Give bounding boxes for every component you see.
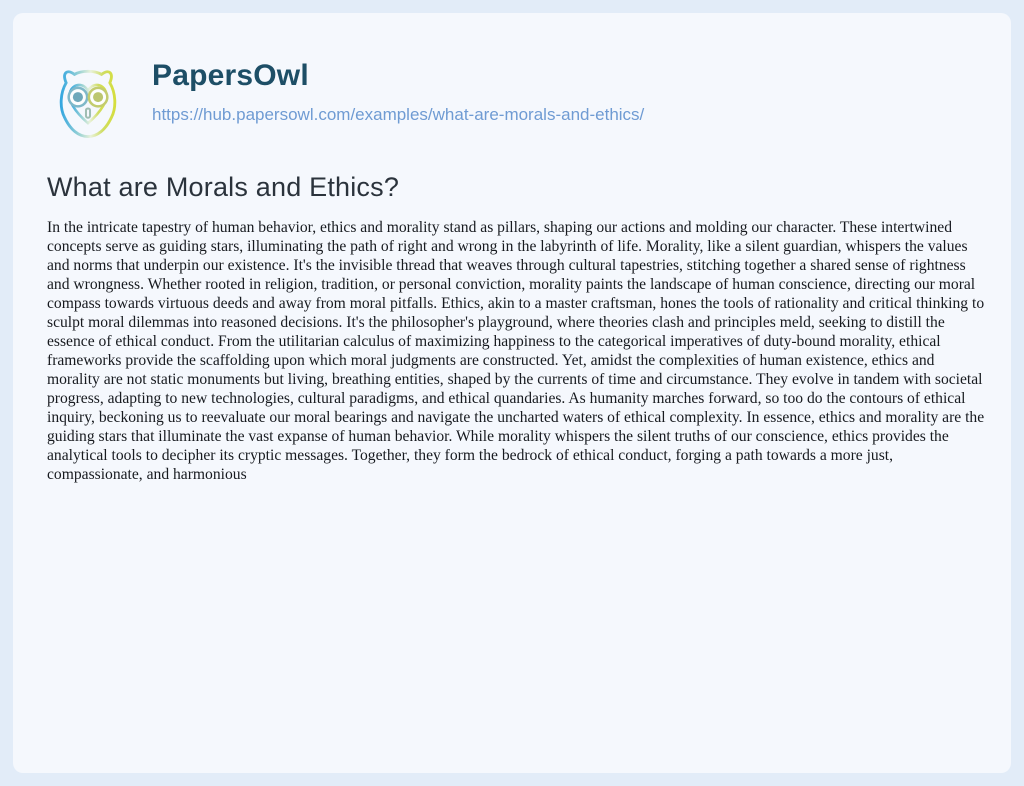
- owl-body-outline: [61, 71, 115, 136]
- owl-beak: [86, 108, 90, 117]
- owl-left-eye-iris: [73, 92, 83, 102]
- content-panel: [13, 13, 1011, 773]
- article-body-text: In the intricate tapestry of human behavior, ethics and morality stand as pillars, shaping our actions and molding our character. These intertwined concepts serve as guiding stars, illuminating the path of right and wrong in the labyrinth of life. Morality, like a silent guardian, whispers the values and norms that underpin our existence. It's the invisible thread that weaves through cultural tapestries, stitching together a shared sense of rightness and wrongness. Whether rooted in religion, tradition, or personal conviction, morality paints the landscape of human conscience, directing our moral compass towards virtuous deeds and away from moral pitfalls. Ethics, akin to a master craftsman, hones the tools of rationality and critical thinking to sculpt moral dilemmas into reasoned decisions. It's the philosopher's playground, where theories clash and principles meld, seeking to distill the essence of ethical conduct. From the utilitarian calculus of maximizing happiness to the categorical imperatives of duty-bound morality, ethical frameworks provide the scaffolding upon which moral judgments are constructed. Yet, amidst the complexities of human existence, ethics and morality are not static monuments but living, breathing entities, shaped by the currents of time and circumstance. They evolve in tandem with societal progress, adapting to new technologies, cultural paradigms, and ethical quandaries. As humanity marches forward, so too do the contours of ethical inquiry, beckoning us to reevaluate our moral bearings and navigate the uncharted waters of ethical complexity. In essence, ethics and morality are the guiding stars that illuminate the vast expanse of human behavior. While morality whispers the silent truths of our conscience, ethics provides the analytical tools to decipher its cryptic messages. Together, they form the bedrock of ethical conduct, forging a path towards a more just, compassionate, and harmonious: [47, 219, 985, 483]
- owl-logo-icon[interactable]: [46, 59, 130, 147]
- owl-right-eye-iris: [93, 92, 103, 102]
- brand-title[interactable]: PapersOwl: [152, 59, 309, 92]
- page-title: What are Morals and Ethics?: [47, 172, 400, 202]
- page-url-link[interactable]: https://hub.papersowl.com/examples/what-are-morals-and-ethics/: [152, 105, 645, 124]
